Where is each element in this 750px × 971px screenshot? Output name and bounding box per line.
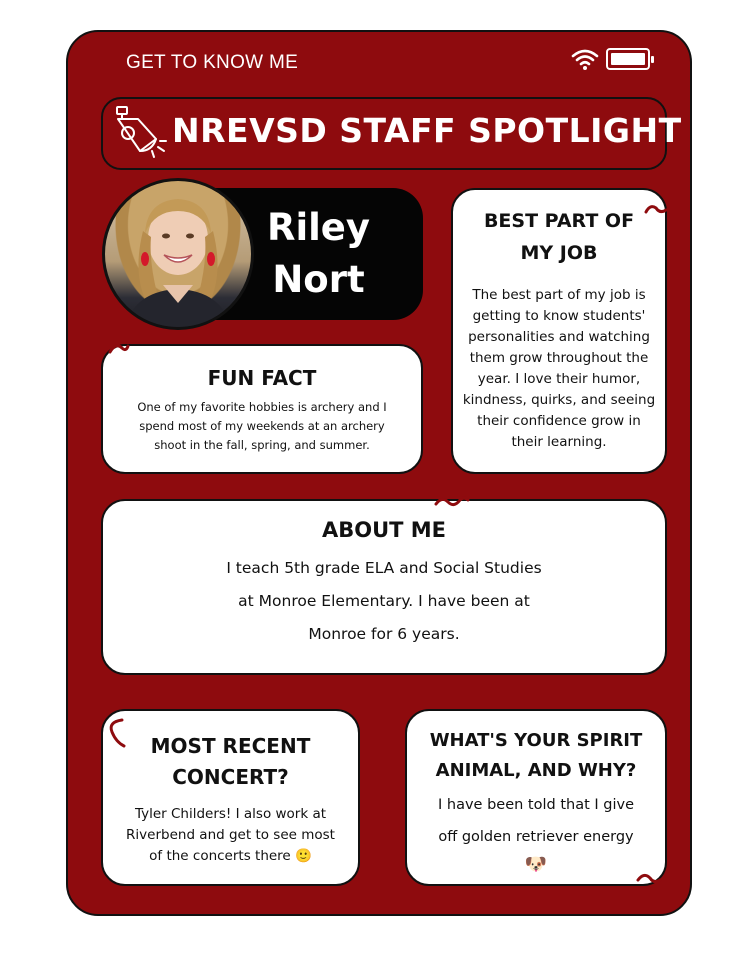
spirit-animal-card [405,709,667,886]
squiggle-decoration [644,202,668,220]
best-part-title-line1: BEST PART OF [483,210,635,232]
concert-title-line1: MOST RECENT [150,734,311,758]
first-name: Riley [266,206,371,249]
concert-title-line2: CONCERT? [172,765,289,789]
battery-icon [606,48,650,70]
squiggle-decoration [432,492,472,512]
about-me-line: I teach 5th grade ELA and Social Studies [226,559,542,577]
about-me-card [101,499,667,675]
fun-fact-line: spend most of my weekends at an archery [139,419,385,433]
best-part-line: kindness, quirks, and seeing [462,392,656,408]
best-part-card [451,188,667,474]
concert-line: Riverbend and get to see most [126,827,335,843]
about-me-title: ABOUT ME [321,518,447,542]
about-me-line: at Monroe Elementary. I have been at [238,592,530,610]
fun-fact-line: shoot in the fall, spring, and summer. [154,438,370,452]
best-part-line: personalities and watching [468,329,650,345]
fun-fact-title: FUN FACT [207,366,317,390]
squiggle-decoration [104,716,128,750]
fun-fact-line: One of my favorite hobbies is archery and I [137,400,387,414]
spirit-title-line1: WHAT'S YOUR SPIRIT [429,730,643,751]
best-part-line: year. I love their humor, [477,371,641,387]
about-me-line: Monroe for 6 years. [308,625,460,643]
wifi-icon [571,47,599,71]
best-part-title-line2: MY JOB [520,242,598,264]
fun-fact-card [101,344,423,474]
spirit-line: off golden retriever energy [438,829,634,845]
best-part-line: The best part of my job is [472,287,646,303]
best-part-line: their learning. [511,434,607,450]
profile-photo [102,178,254,330]
concert-line: of the concerts there 🙂 [149,848,312,864]
best-part-line: them grow throughout the [469,350,649,366]
best-part-line: getting to know students' [472,308,646,324]
squiggle-decoration [108,340,130,356]
best-part-line: their confidence grow in [477,413,641,429]
dog-emoji-icon: 🐶 [524,854,548,875]
concert-line: Tyler Childers! I also work at [134,806,327,822]
spirit-line: I have been told that I give [438,797,634,813]
banner-title: NREVSD STAFF SPOTLIGHT [172,111,682,150]
squiggle-decoration [636,870,662,890]
smile-emoji-icon: 🙂 [295,848,312,864]
last-name: Nort [272,258,365,301]
status-bar-label: GET TO KNOW ME [126,52,299,73]
spotlight-icon [112,103,168,159]
concert-card [101,709,360,886]
spirit-title-line2: ANIMAL, AND WHY? [435,760,637,781]
